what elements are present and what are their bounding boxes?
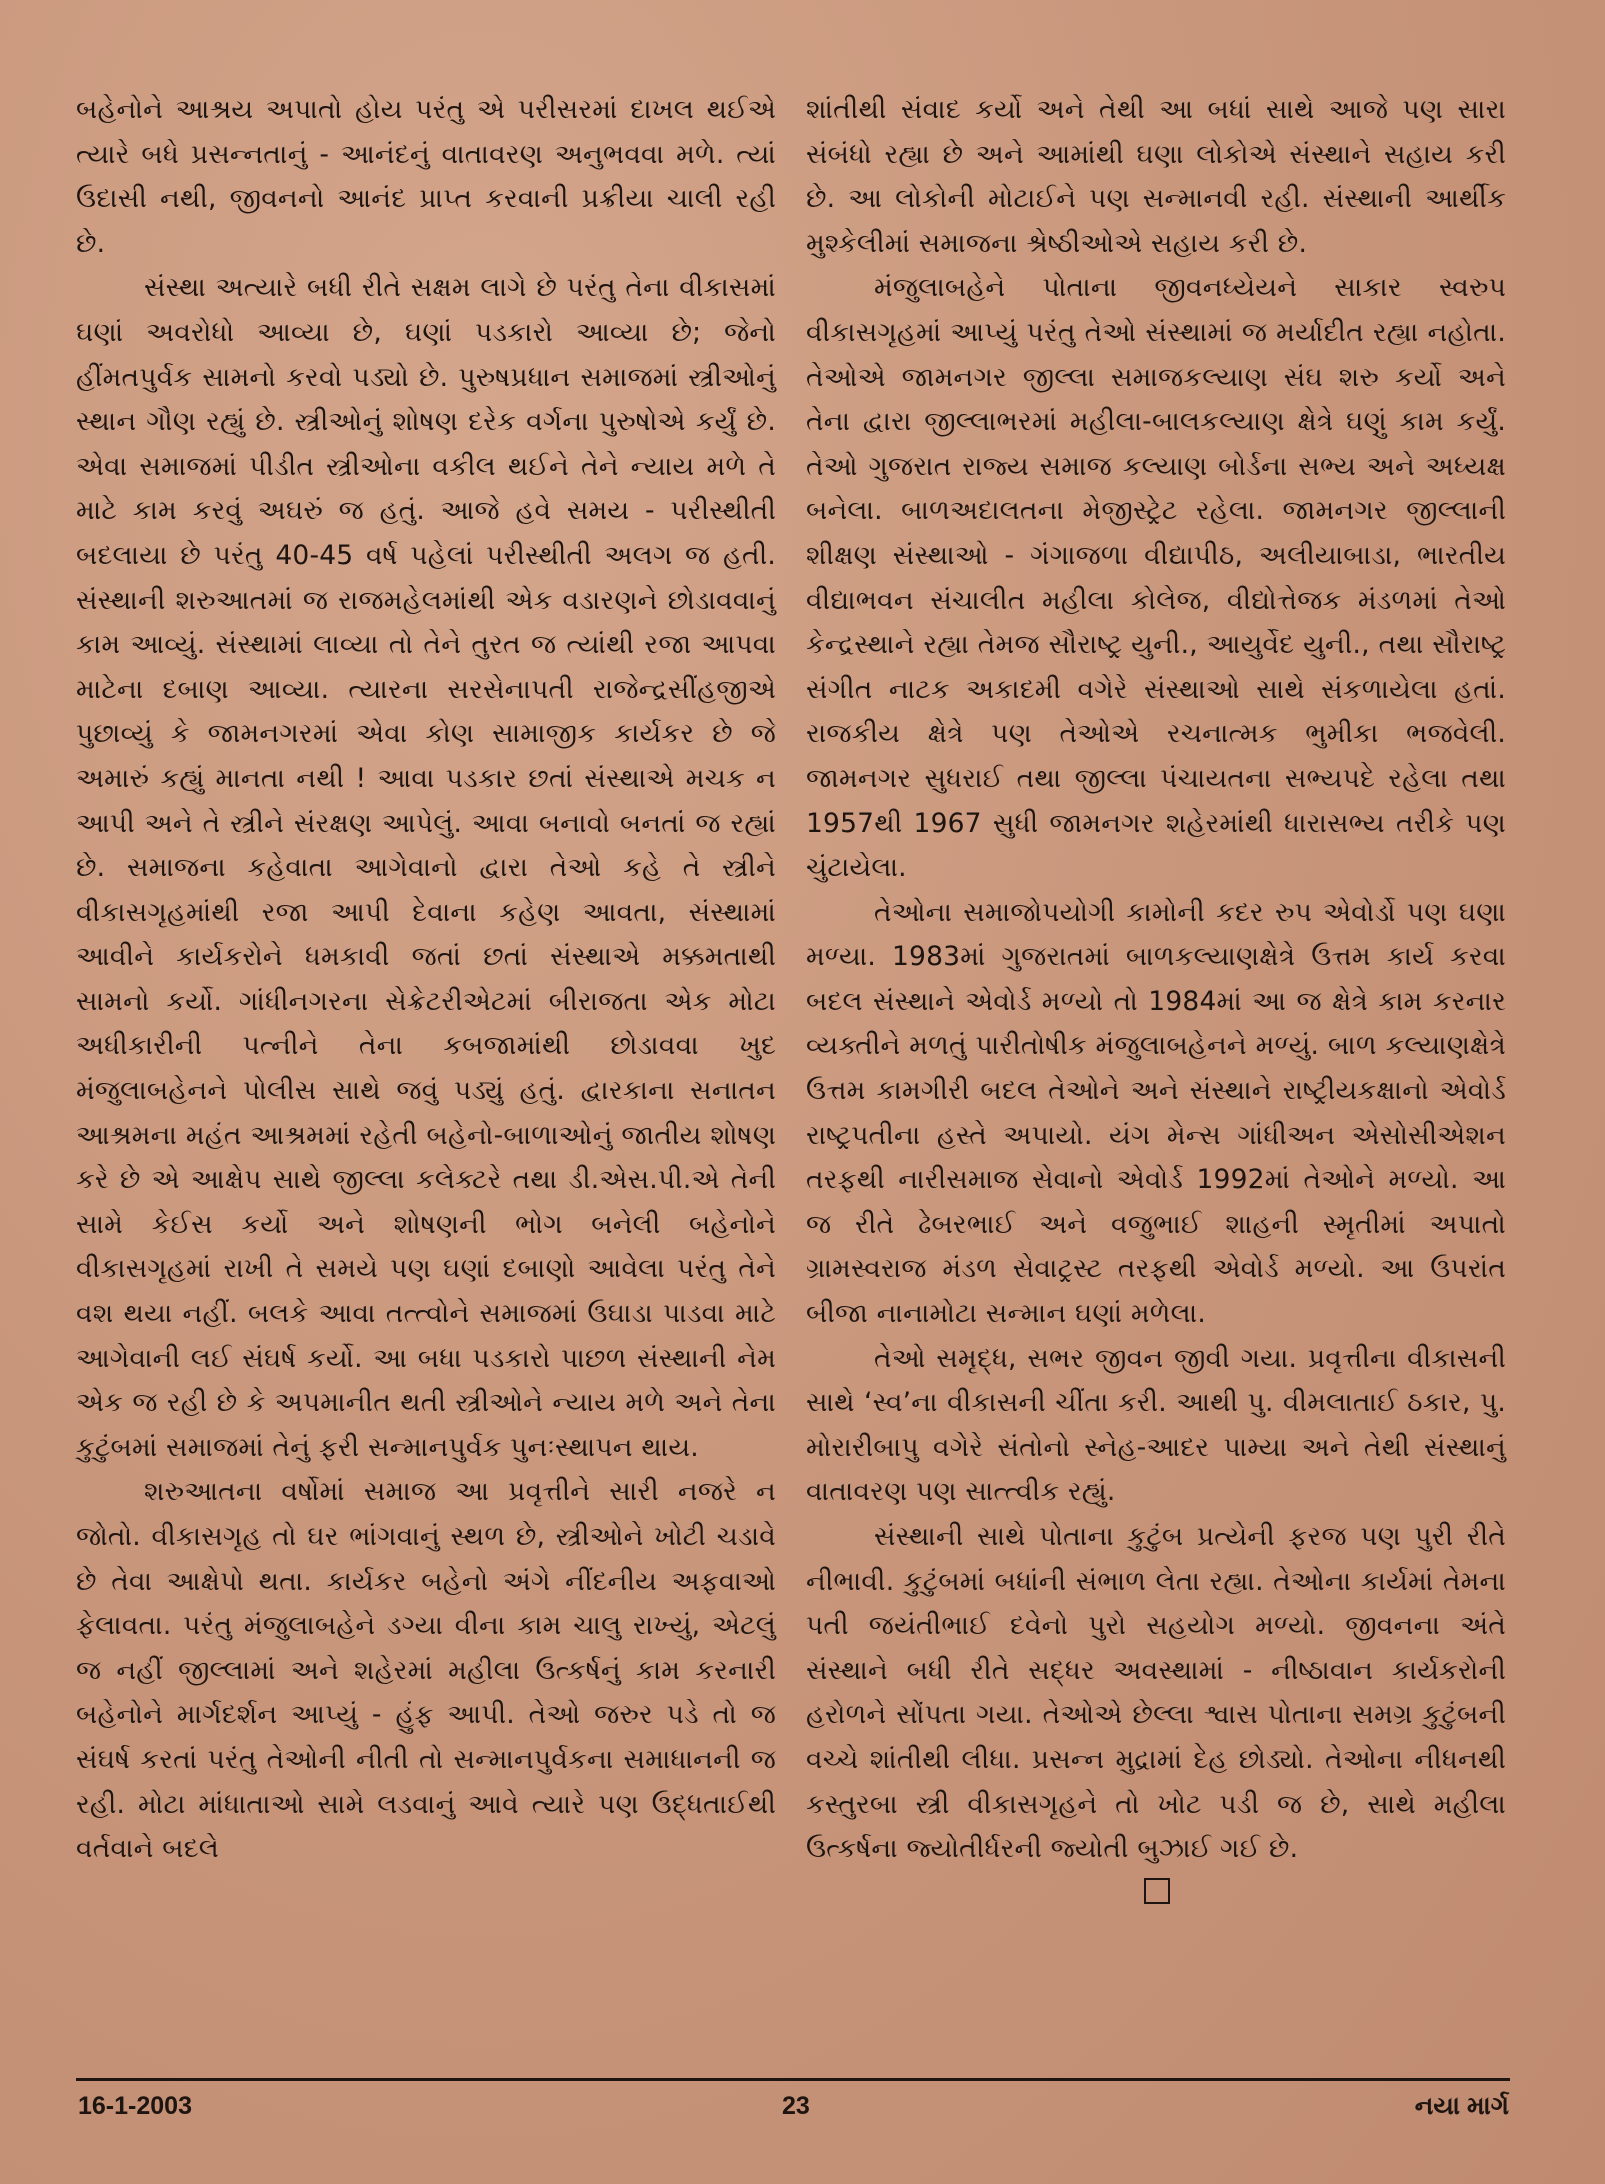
paragraph: તેઓના સમાજોપયોગી કામોની કદર રુપ એવોર્ડો પણ ઘણા મળ્યા. 1983માં ગુજરાતમાં બાળકલ્યાણક્ષેત્રે ઉત્તમ કાર્ય કરવા બદલ સંસ્થાને એવોર્ડ મળ્યો તો 1984માં આ જ ક્ષેત્રે કામ કરનાર વ્યક્તીને મળતું પારીતોષીક મંજુલાબહેનને મળ્યું. બાળ કલ્યાણક્ષેત્રે ઉત્તમ કામગીરી બદલ તેઓને અને સંસ્થાને રાષ્ટ્રીયકક્ષાનો એવોર્ડ રાષ્ટ્રપતીના હસ્તે અપાયો. યંગ મેન્સ ગાંધીઅન એસોસીએશન તરફથી નારીસમાજ સેવાનો એવોર્ડ 1992માં તેઓને મળ્યો. આ જ રીતે ઢેબરભાઈ અને વજુભાઈ શાહની સ્મૃતીમાં અપાતો ગ્રામસ્વરાજ મંડળ સેવાટ્રસ્ટ તરફથી એવોર્ડ મળ્યો. આ ઉપરાંત બીજા નાનામોટા સન્માન ઘણાં મળેલા. xyxy=(806,896,1506,1330)
footer-divider xyxy=(76,2078,1510,2081)
footer-date: 16-1-2003 xyxy=(78,2092,192,2120)
paragraph: શાંતીથી સંવાદ કર્યો અને તેથી આ બધાં સાથે આજે પણ સારા સંબંધો રહ્યા છે અને આમાંથી ઘણા લોકોએ સંસ્થાને સહાય કરી છે. આ લોકોની મોટાઈને પણ સન્માનવી રહી. સંસ્થાની આર્થીક મુશ્કેલીમાં સમાજના શ્રેષ્ઠીઓએ સહાય કરી છે. xyxy=(806,94,1506,259)
paragraph: બહેનોને આશ્રય અપાતો હોય પરંતુ એ પરીસરમાં દાખલ થઈએ ત્યારે બધે પ્રસન્નતાનું - આનંદનું વાતાવરણ અનુભવવા મળે. ત્યાં ઉદાસી નથી, જીવનનો આનંદ પ્રાપ્ત કરવાની પ્રક્રીયા ચાલી રહી છે. xyxy=(76,94,776,259)
paragraph: તેઓ સમૃદ્ધ, સભર જીવન જીવી ગયા. પ્રવૃત્તીના વીકાસની સાથે ‘સ્વ’ના વીકાસની ચીંતા કરી. આથી પુ. વીમલાતાઈ ઠકાર, પુ. મોરારીબાપુ વગેરે સંતોનો સ્નેહ-આદર પામ્યા અને તેથી સંસ્થાનું વાતાવરણ પણ સાત્ત્વીક રહ્યું. xyxy=(806,1342,1506,1508)
paragraph: મંજુલાબહેને પોતાના જીવનધ્યેયને સાકાર સ્વરુપ વીકાસગૃહમાં આપ્યું પરંતુ તેઓ સંસ્થામાં જ મર્યાદીત રહ્યા નહોતા. તેઓએ જામનગર જીલ્લા સમાજકલ્યાણ સંઘ શરુ કર્યો અને તેના દ્વારા જીલ્લાભરમાં મહીલા-બાલકલ્યાણ ક્ષેત્રે ઘણું કામ કર્યું. તેઓ ગુજરાત રાજ્ય સમાજ કલ્યાણ બોર્ડના સભ્ય અને અધ્યક્ષ બનેલા. બાળઅદાલતના મેજીસ્ટ્રેટ રહેલા. જામનગર જીલ્લાની શીક્ષણ સંસ્થાઓ - ગંગાજળા વીદ્યાપીઠ, અલીયાબાડા, ભારતીય વીદ્યાભવન સંચાલીત મહીલા કોલેજ, વીદ્યોત્તેજક મંડળમાં તેઓ કેન્દ્રસ્થાને રહ્યા તેમજ સૌરાષ્ટ્ર યુની., આયુર્વેદ યુની., તથા સૌરાષ્ટ્ર સંગીત નાટક અકાદમી વગેરે સંસ્થાઓ સાથે સંકળાયેલા હતાં. રાજકીય ક્ષેત્રે પણ તેઓએ રચનાત્મક ભુમીકા ભજવેલી. જામનગર સુધરાઈ તથા જીલ્લા પંચાયતના સભ્યપદે રહેલા તથા 1957થી 1967 સુધી જામનગર શહેરમાંથી ધારાસભ્ય તરીકે પણ ચુંટાયેલા. xyxy=(806,272,1506,884)
paragraph: શરુઆતના વર્ષોમાં સમાજ આ પ્રવૃત્તીને સારી નજરે ન જોતો. વીકાસગૃહ તો ઘર ભાંગવાનું સ્થળ છે, સ્ત્રીઓને ખોટી ચડાવે છે તેવા આક્ષેપો થતા. કાર્યકર બહેનો અંગે નીંદનીય અફવાઓ ફેલાવતા. પરંતુ મંજુલાબહેને ડગ્યા વીના કામ ચાલુ રાખ્યું, એટલું જ નહીં જીલ્લામાં અને શહેરમાં મહીલા ઉત્કર્ષનું કામ કરનારી બહેનોને માર્ગદર્શન આપ્યું - હુંફ આપી. તેઓ જરુર પડે તો જ સંઘર્ષ કરતાં પરંતુ તેઓની નીતી તો સન્માનપુર્વકના સમાધાનની જ રહી. મોટા માંધાતાઓ સામે લડવાનું આવે ત્યારે પણ ઉદ્ધતાઈથી વર્તવાને બદલે xyxy=(76,1476,776,1865)
paragraph: સંસ્થા અત્યારે બધી રીતે સક્ષમ લાગે છે પરંતુ તેના વીકાસમાં ઘણાં અવરોધો આવ્યા છે, ઘણાં પડકારો આવ્યા છે; જેનો હીંમતપુર્વક સામનો કરવો પડ્યો છે. પુરુષપ્રધાન સમાજમાં સ્ત્રીઓનું સ્થાન ગૌણ રહ્યું છે. સ્ત્રીઓનું શોષણ દરેક વર્ગના પુરુષોએ કર્યું છે. એવા સમાજમાં પીડીત સ્ત્રીઓના વકીલ થઈને તેને ન્યાય મળે તે માટે કામ કરવું અઘરું જ હતું. આજે હવે સમય - પરીસ્થીતી બદલાયા છે પરંતુ 40-45 વર્ષ પહેલાં પરીસ્થીતી અલગ જ હતી. સંસ્થાની શરુઆતમાં જ રાજમહેલમાંથી એક વડારણને છોડાવવાનું કામ આવ્યું. સંસ્થામાં લાવ્યા તો તેને તુરત જ ત્યાંથી રજા આપવા માટેના દબાણ આવ્યા. ત્યારના સરસેનાપતી રાજેન્દ્રસીંહજીએ પુછાવ્યું કે જામનગરમાં એવા કોણ સામાજીક કાર્યકર છે જે અમારું કહ્યું માનતા નથી ! આવા પડકાર છતાં સંસ્થાએ મચક ન આપી અને તે સ્ત્રીને સંરક્ષણ આપેલું. આવા બનાવો બનતાં જ રહ્યાં છે. સમાજના કહેવાતા આગેવાનો દ્વારા તેઓ કહે તે સ્ત્રીને વીકાસગૃહમાંથી રજા આપી દેવાના કહેણ આવતા, સંસ્થામાં આવીને કાર્યકરોને ધમકાવી જતાં છતાં સંસ્થાએ મક્કમતાથી સામનો કર્યો. ગાંધીનગરના સેક્રેટરીએટમાં બીરાજતા એક મોટા અધીકારીની પત્નીને તેના કબજામાંથી છોડાવવા ખુદ મંજુલાબહેનને પોલીસ સાથે જવું પડ્યું હતું. દ્વારકાના સનાતન આશ્રમના મહંત આશ્રમમાં રહેતી બહેનો-બાળાઓનું જાતીય શોષણ કરે છે એ આક્ષેપ સાથે જીલ્લા કલેક્ટરે તથા ડી.એસ.પી.એ તેની સામે કેઈસ કર્યો અને શોષણની ભોગ બનેલી બહેનોને વીકાસગૃહમાં રાખી તે સમયે પણ ઘણાં દબાણો આવેલા પરંતુ તેને વશ થયા નહીં. બલકે આવા તત્ત્વોને સમાજમાં ઉઘાડા પાડવા માટે આગેવાની લઈ સંઘર્ષ કર્યો. આ બધા પડકારો પાછળ સંસ્થાની નેમ એક જ રહી છે કે અપમાનીત થતી સ્ત્રીઓને ન્યાય મળે અને તેના કુટુંબમાં સમાજમાં તેનું ફરી સન્માનપુર્વક પુનઃસ્થાપન થાય. xyxy=(76,272,776,1463)
end-of-article-square-icon xyxy=(1144,1878,1170,1904)
page-number: 23 xyxy=(782,2092,810,2120)
right-column xyxy=(806,88,1506,1904)
publication-name: નયા માર્ગ xyxy=(1414,2092,1509,2120)
left-column xyxy=(76,88,776,1872)
paragraph: સંસ્થાની સાથે પોતાના કુટુંબ પ્રત્યેની ફરજ પણ પુરી રીતે નીભાવી. કુટુંબમાં બધાંની સંભાળ લેતા રહ્યા. તેઓના કાર્યમાં તેમના પતી જયંતીભાઈ દવેનો પુરો સહયોગ મળ્યો. જીવનના અંતે સંસ્થાને બધી રીતે સદ્ધર અવસ્થામાં - નીષ્ઠાવાન કાર્યકરોની હરોળને સોંપતા ગયા. તેઓએ છેલ્લા શ્વાસ પોતાના સમગ્ર કુટુંબની વચ્ચે શાંતીથી લીધા. પ્રસન્ન મુદ્રામાં દેહ છોડ્યો. તેઓના નીધનથી કસ્તુરબા સ્ત્રી વીકાસગૃહને તો ખોટ પડી જ છે, સાથે મહીલા ઉત્કર્ષના જ્યોતીર્ધરની જ્યોતી બુઝાઈ ગઈ છે. xyxy=(806,1521,1506,1865)
